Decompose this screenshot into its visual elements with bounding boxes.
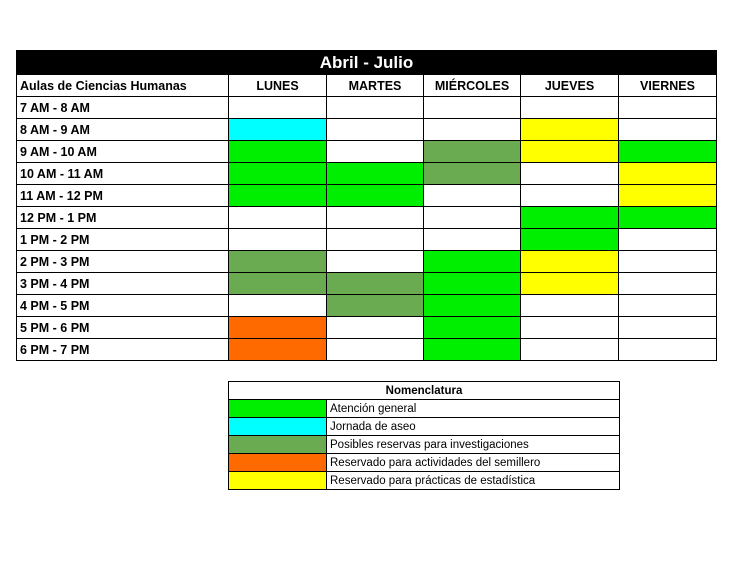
schedule-row [17, 317, 717, 339]
legend-label: Reservado para prácticas de estadística [327, 472, 620, 490]
slot-cell-viernes [619, 207, 717, 229]
legend-title: Nomenclatura [229, 382, 620, 400]
header-row [17, 75, 717, 97]
slot-cell-lunes [229, 229, 327, 251]
legend-swatch [229, 418, 327, 436]
legend-title-row [229, 382, 620, 400]
schedule-row [17, 97, 717, 119]
legend-item [229, 418, 620, 436]
slot-cell-lunes [229, 317, 327, 339]
time-slot: 1 PM - 2 PM [17, 229, 229, 251]
slot-cell-miercoles [424, 207, 521, 229]
slot-cell-miercoles [424, 339, 521, 361]
slot-cell-lunes [229, 185, 327, 207]
schedule-title: Abril - Julio [17, 51, 717, 75]
slot-cell-viernes [619, 251, 717, 273]
schedule-row [17, 207, 717, 229]
slot-cell-lunes [229, 163, 327, 185]
legend-label: Reservado para actividades del semillero [327, 454, 620, 472]
header-martes: MARTES [327, 75, 424, 97]
slot-cell-martes [327, 295, 424, 317]
slot-cell-lunes [229, 295, 327, 317]
legend-swatch [229, 454, 327, 472]
slot-cell-jueves [521, 97, 619, 119]
legend-label: Atención general [327, 400, 620, 418]
slot-cell-miercoles [424, 185, 521, 207]
legend-item [229, 436, 620, 454]
legend-item [229, 472, 620, 490]
schedule-body [17, 97, 717, 361]
slot-cell-miercoles [424, 141, 521, 163]
slot-cell-jueves [521, 339, 619, 361]
time-slot: 9 AM - 10 AM [17, 141, 229, 163]
legend-table [228, 381, 620, 490]
title-row [17, 51, 717, 75]
slot-cell-lunes [229, 97, 327, 119]
slot-cell-jueves [521, 207, 619, 229]
header-jueves: JUEVES [521, 75, 619, 97]
slot-cell-miercoles [424, 295, 521, 317]
time-slot: 3 PM - 4 PM [17, 273, 229, 295]
slot-cell-jueves [521, 119, 619, 141]
time-slot: 7 AM - 8 AM [17, 97, 229, 119]
slot-cell-miercoles [424, 119, 521, 141]
time-slot: 2 PM - 3 PM [17, 251, 229, 273]
slot-cell-viernes [619, 229, 717, 251]
legend-label: Posibles reservas para investigaciones [327, 436, 620, 454]
legend-swatch [229, 472, 327, 490]
schedule-row [17, 229, 717, 251]
schedule-row [17, 163, 717, 185]
legend-swatch [229, 400, 327, 418]
slot-cell-viernes [619, 97, 717, 119]
time-slot: 12 PM - 1 PM [17, 207, 229, 229]
slot-cell-martes [327, 207, 424, 229]
slot-cell-miercoles [424, 163, 521, 185]
slot-cell-lunes [229, 251, 327, 273]
slot-cell-jueves [521, 273, 619, 295]
slot-cell-martes [327, 97, 424, 119]
slot-cell-viernes [619, 163, 717, 185]
slot-cell-viernes [619, 141, 717, 163]
schedule-table [16, 50, 717, 361]
slot-cell-jueves [521, 229, 619, 251]
time-slot: 4 PM - 5 PM [17, 295, 229, 317]
schedule-row [17, 295, 717, 317]
slot-cell-martes [327, 163, 424, 185]
slot-cell-lunes [229, 119, 327, 141]
slot-cell-lunes [229, 339, 327, 361]
header-lunes: LUNES [229, 75, 327, 97]
legend-item [229, 454, 620, 472]
schedule-row [17, 119, 717, 141]
slot-cell-martes [327, 229, 424, 251]
slot-cell-jueves [521, 317, 619, 339]
legend-item [229, 400, 620, 418]
time-slot: 6 PM - 7 PM [17, 339, 229, 361]
header-viernes: VIERNES [619, 75, 717, 97]
header-miercoles: MIÉRCOLES [424, 75, 521, 97]
slot-cell-martes [327, 317, 424, 339]
slot-cell-viernes [619, 273, 717, 295]
slot-cell-martes [327, 119, 424, 141]
header-room: Aulas de Ciencias Humanas [17, 75, 229, 97]
slot-cell-martes [327, 185, 424, 207]
legend-swatch [229, 436, 327, 454]
schedule-row [17, 339, 717, 361]
slot-cell-viernes [619, 185, 717, 207]
slot-cell-jueves [521, 295, 619, 317]
slot-cell-lunes [229, 273, 327, 295]
slot-cell-miercoles [424, 251, 521, 273]
slot-cell-miercoles [424, 273, 521, 295]
slot-cell-miercoles [424, 97, 521, 119]
slot-cell-lunes [229, 207, 327, 229]
slot-cell-martes [327, 251, 424, 273]
slot-cell-miercoles [424, 317, 521, 339]
time-slot: 8 AM - 9 AM [17, 119, 229, 141]
slot-cell-jueves [521, 185, 619, 207]
time-slot: 10 AM - 11 AM [17, 163, 229, 185]
slot-cell-martes [327, 141, 424, 163]
slot-cell-viernes [619, 339, 717, 361]
legend-body [229, 400, 620, 490]
slot-cell-viernes [619, 295, 717, 317]
slot-cell-viernes [619, 119, 717, 141]
slot-cell-miercoles [424, 229, 521, 251]
slot-cell-jueves [521, 251, 619, 273]
schedule-row [17, 141, 717, 163]
slot-cell-jueves [521, 163, 619, 185]
schedule-row [17, 185, 717, 207]
slot-cell-viernes [619, 317, 717, 339]
slot-cell-jueves [521, 141, 619, 163]
time-slot: 11 AM - 12 PM [17, 185, 229, 207]
slot-cell-martes [327, 339, 424, 361]
schedule-row [17, 273, 717, 295]
time-slot: 5 PM - 6 PM [17, 317, 229, 339]
legend-label: Jornada de aseo [327, 418, 620, 436]
slot-cell-martes [327, 273, 424, 295]
schedule-row [17, 251, 717, 273]
slot-cell-lunes [229, 141, 327, 163]
